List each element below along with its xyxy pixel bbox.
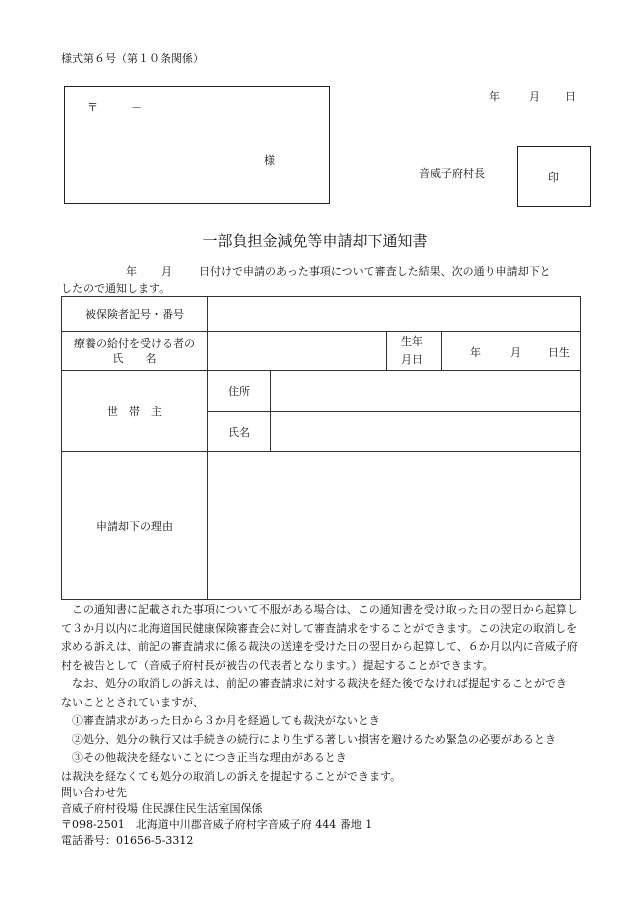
notice-text xyxy=(61,601,581,786)
notice-line: ③その他裁決を経ないことにつき正当な理由があるとき xyxy=(61,751,347,764)
intro-line2: したので通知します。 xyxy=(61,282,171,295)
birth-date-field[interactable] xyxy=(442,332,581,371)
recipient-label-line2: 氏 名 xyxy=(112,352,157,365)
intro-month: 月 xyxy=(161,265,172,278)
household-head-label: 世 帯 主 xyxy=(62,371,208,452)
reason-field[interactable] xyxy=(208,452,581,600)
form-table xyxy=(61,296,581,600)
contact-address: 〒098-2501 北海道中川郡音威子府村字音威子府 444 番地 1 xyxy=(61,818,373,831)
notice-line: 求める訴えは、前記の審査請求に係る裁決の送達を受けた日の翌日から起算して、６か月以内に音威子府 xyxy=(61,640,578,653)
honorific: 様 xyxy=(264,154,275,167)
recipient-name-field[interactable] xyxy=(208,332,387,371)
address-label: 住所 xyxy=(208,371,271,412)
document-title: 一部負担金減免等申請却下通知書 xyxy=(202,232,428,250)
seal-label: 印 xyxy=(548,171,559,184)
intro-line1: 日付けで申請のあった事項について審査した結果、次の通り申請却下と xyxy=(199,265,551,278)
date-year: 年 xyxy=(489,90,500,103)
address-field[interactable] xyxy=(271,371,581,412)
notice-line: ないこととされていますが、 xyxy=(61,695,204,709)
name-label: 氏名 xyxy=(208,412,271,452)
date-month: 月 xyxy=(529,90,540,103)
contact-block xyxy=(61,785,581,849)
insured-label: 被保険者記号・番号 xyxy=(62,297,208,332)
address-box xyxy=(64,86,330,204)
seal-box xyxy=(517,146,591,207)
birth-year: 年 xyxy=(470,346,481,359)
contact-phone: 電話番号：01656-5-3312 xyxy=(61,834,194,847)
recipient-label-line1: 療養の給付を受ける者の xyxy=(74,337,195,350)
form-number: 様式第６号（第１０条関係） xyxy=(61,52,204,65)
notice-line: ①審査請求があった日から３か月を経過しても裁決がないとき xyxy=(61,714,380,727)
postal-dash: － xyxy=(131,101,142,114)
birth-month: 月 xyxy=(510,346,521,359)
insured-number-field[interactable] xyxy=(208,297,581,332)
birth-label-line1: 生年 xyxy=(401,335,423,348)
issuer: 音威子府村長 xyxy=(419,167,485,180)
recipient-label xyxy=(62,332,208,371)
notice-line: この通知書に記載された事項について不服がある場合は、この通知書を受け取った日の翌日から起算し xyxy=(61,603,578,616)
contact-heading: 問い合わせ先 xyxy=(61,786,127,799)
birth-label-line2: 月日 xyxy=(401,353,423,366)
notice-line: ②処分、処分の執行又は手続きの続行により生ずる著しい損害を避けるため緊急の必要があるとき xyxy=(61,732,556,746)
notice-line: なお、処分の取消しの訴えは、前記の審査請求に対する裁決を経た後でなければ提起することができ xyxy=(61,677,567,690)
reason-label: 申請却下の理由 xyxy=(62,452,208,600)
postal-mark: 〒 xyxy=(87,101,98,114)
birth-label xyxy=(387,332,442,371)
date-day: 日 xyxy=(565,90,576,103)
household-name-field[interactable] xyxy=(271,412,581,452)
notice-line: は裁決を経なくても処分の取消しの訴えを提起することができます。 xyxy=(61,769,402,783)
notice-line: て３か月以内に北海道国民健康保険審査会に対して審査請求をすることができます。この決定の取消しを xyxy=(61,621,578,635)
notice-line: 村を被告として（音威子府村長が被告の代表者となります。）提起することができます。 xyxy=(61,658,494,672)
birth-day: 日生 xyxy=(548,346,570,359)
intro-year: 年 xyxy=(126,265,137,278)
contact-office: 音威子府村役場 住民課住民生活室国保係 xyxy=(61,802,263,815)
